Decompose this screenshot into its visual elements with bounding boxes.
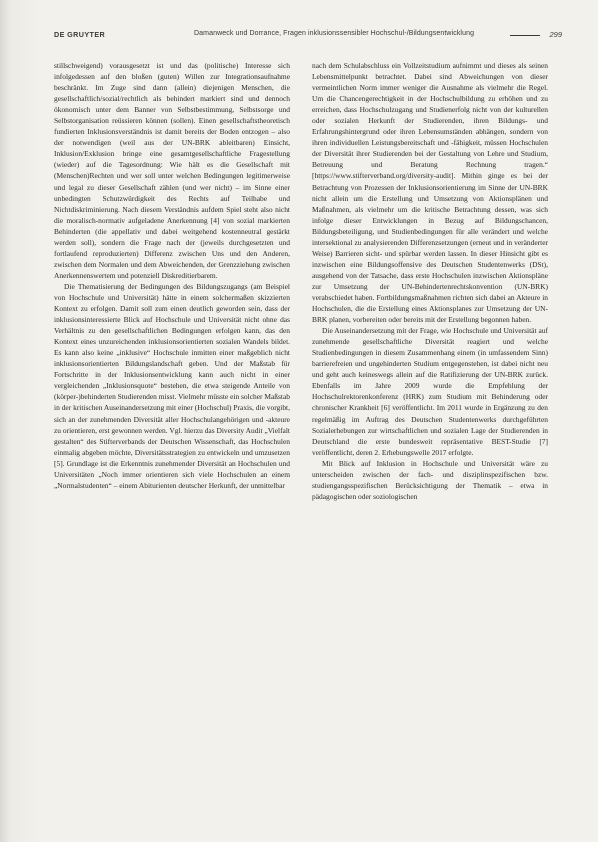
header-rule <box>510 35 540 36</box>
right-column <box>312 60 548 502</box>
paragraph: stillschweigend) vorausgesetzt ist und das (politische) Interesse sich infolgedessen auf den bloßen (guten) Willen zur Integrationsaufnahme beschränkt. Im Zuge sind dann (allein) diejenigen Menschen, die gesellschaftlich/sozial/rechtlich als behindert markiert sind und dennoch ökonomisch unter dem Banner von Selbstbestimmung, Selbstsorge und Selbstorganisation reüssieren können (sollen). Einen gesellschaftstheoretisch fundierten Inklusionsverständnis ist damit bereits der Boden entzogen – also der notwendigen (weil aus der UN-BRK ableitbaren) Einsicht, Inklusion/Exklusion bringe eine gesamtgesellschaftliche Fragestellung (wieder) auf die Tagesordnung: Wie hält es die Gesellschaft mit (Menschen)Rechten und wer soll unter welchen Bedingungen legitimerweise und legal zu dieser Gesellschaft zählen (und wer nicht) – im Sinne einer unbedingten Schutzwürdigkeit des Rechts auf Teilhabe und Nichtdiskriminierung. Nach diesem Verständnis aufdem Spiel steht also nicht die moralisch-normativ aufgeladene Anerkennung [4] von sozial markierten Behinderten (die appellativ und dabei weitgehend kostenneutral gestärkt werden soll), sondern die Frage nach der (jeweils durchgesetzten und fortlaufend reproduzierten) Differenz zwischen Uns und den Anderen, zwischen dem Normalen und dem Abweichenden, der Grenzziehung zwischen Anerkennenswertem und potenziell Diskreditierbarem. <box>54 61 290 280</box>
paragraph: Die Auseinandersetzung mit der Frage, wie Hochschule und Universität auf zunehmende gesellschaftliche Diversität reagiert und welche Studienbedingungen in diesem Zusammenhang einem (in umfassendem Sinn) barrierefreien und ungehinderten Studium entgegenstehen, ist dabei nicht neu und geht auch keineswegs allein auf die Ratifizierung der UN-BRK zurück. Ebenfalls im Jahre 2009 wurde die Empfehlung der Hochschulrektorenkonferenz (HRK) zum Studium mit Behinderung oder chronischer Krankheit [6] veröffentlicht. Im 2011 wurde in Ergänzung zu den regelmäßig im Auftrag des Deutschen Studentenwerks durchgeführten Sozialerhebungen zur wirtschaftlichen und sozialen Lage der Studierenden in Deutschland die erste bundesweit repräsentative BEST-Studie [7] veröffentlicht, deren 2. Erhebungswelle 2017 erfolgte. <box>312 326 548 457</box>
running-title: Damanweck und Dorrance, Fragen inklusionssensibler Hochschul-/Bildungsentwicklung <box>194 30 475 37</box>
page-number: 299 <box>549 30 562 39</box>
paragraph: Mit Blick auf Inklusion in Hochschule und Universität wäre zu unterscheiden zwischen der fach- und disziplinspezifischen bzw. studiengangsspezifischen Berücksichtigung der Thematik – etwa in pädagogischen oder soziologischen <box>312 458 548 501</box>
paragraph: Die Thematisierung der Bedingungen des Bildungszugangs (am Beispiel von Hochschule und Universität) hätte in einem solchermaßen skizzierten Kontext zu erfolgen. Damit soll zum einen deutlich geworden sein, dass der inklusionsinteressierte Blick auf Hochschule und Universität nicht ohne das Verhältnis zu den gesellschaftlichen Bedingungen erfolgen kann, das den Kontext eines unzureichenden inklusionsorientierten sozialen Wandels bildet. Es kann also keine „inklusive“ Hochschule inmitten einer maßgeblich nicht inklusionsorientierten Bildungslandschaft geben. Und der Maßstab für Fortschritte in der Inklusionsentwicklung kann auch nicht in einer vergleichenden „Inklusionsquote“ bestehen, die etwa steigende Anteile von (körper-)behinderten Studierenden misst. Vielmehr müsste ein solcher Maßstab in der kritischen Auseinandersetzung mit einer (Hochschul) Praxis, die vorgibt, sich an der zunehmenden Diversität aller Hochschulangehörigen und -akteure zu orientieren, erst gewonnen werden. Vgl. hierzu das Diversity Audit „Vielfalt gestalten“ des Stifterverbands der Deutschen Wissenschaft, das Hochschulen einmalig abgeben möchte, Diversitätsstrategien zu entwickeln und umzusetzen [5]. Grundlage ist die Erkenntnis zunehmender Diversität an Hochschulen und Universitäten „Noch immer orientieren sich viele Hochschulen an einem „Normalstudenten“ – einem Abiturienten deutscher Herkunft, der unmittelbar <box>54 281 290 490</box>
page-header <box>54 30 562 42</box>
left-column <box>54 60 290 491</box>
paragraph: nach dem Schulabschluss ein Vollzeitstudium aufnimmt und dieses als seinen Lebensmittelpunkt betrachtet. Dabei sind Abweichungen von dieser vermeintlichen Norm immer weniger die Ausnahme als vielmehr die Regel. Um die Chancengerechtigkeit in der Hochschulbildung zu erhöhen und zu erreichen, dass Hochschulzugang und Studienerfolg nicht von der kulturellen oder sozialen Herkunft der Studierenden, ihren Bildungs- und Erfahrungshintergrund oder ihren Lebensumständen abhängen, sondern von ihren individuellen Leistungsbereitschaft und -fähigkeit, müssen Hochschulen der Diversität ihrer Studierenden bei der Gestaltung von Lehre und Studium, Betreuung und Beratung Rechnung tragen.“ [https://www.stifterverband.org/diversity-audit]. Mithin ginge es bei der Betrachtung von Prozessen der Inklusionsorientierung im Sinne der UN-BRK nicht allein um die Erstellung und Umsetzung von Aktionsplänen und Maßnahmen, als vielmehr um die kritische Betrachtung dessen, was sich infolge dieser Entwicklungen in Bezug auf Bildungschancen, Bildungsbeteiligung, und Studienbedingungen für alle verändert und welche intersektional zu analysierenden Differenzsetzungen (erneut und in veränderter Weise) Barrieren sicht- und spürbar werden lassen. In dieser Hinsicht gibt es inzwischen eine Bildungsoffensive des Deutschen Studentenwerks (DSt), ausgehend von der Tatsache, dass erste Hochschulen inzwischen Aktionspläne zur Umsetzung der UN-Behindertenrechtskonvention (UN-BRK) verabschiedet haben. Fortbildungsmaßnahmen richten sich dabei an Akteure in Hochschulen, die die Erstellung eines Aktionsplanes zur Umsetzung der UN-BRK planen, vorbereiten oder bereits mit der Erstellung begonnen haben. <box>312 61 548 325</box>
publisher-name: DE GRUYTER <box>54 30 106 39</box>
